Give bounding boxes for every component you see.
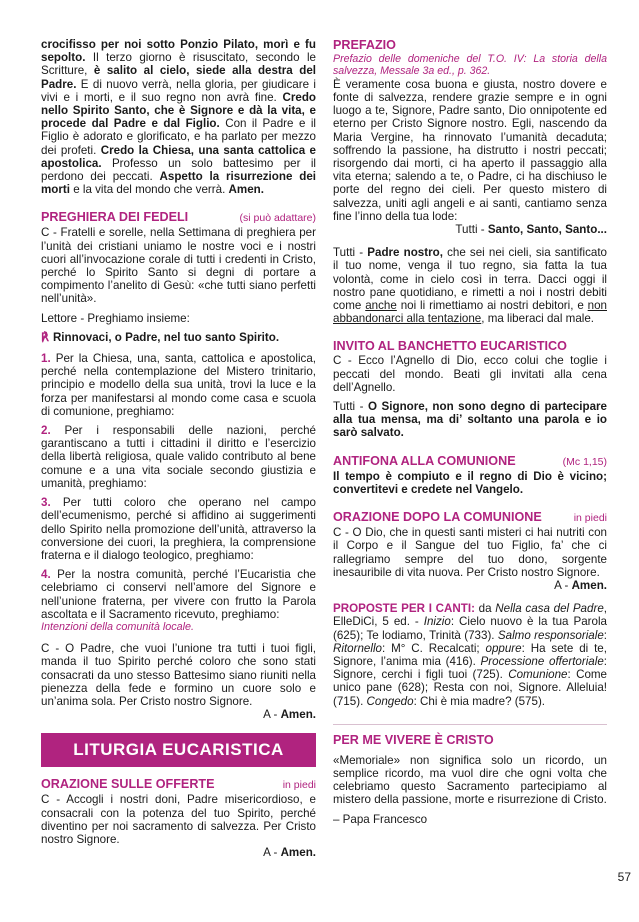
credo-text-bold: Credo la Chiesa, una santa cattolica e apostolica. (41, 143, 317, 170)
canti-text: da (474, 602, 496, 616)
item-text: Per tutti coloro che operano nel campo dell’ecumenismo, perché si affidino ai suggerimenti dello Spirito nella promozione dell’unità, attraverso la conversione dei cuori, la preghiera, la comprensione fraterna e il dialogo teologico, preghiamo: (41, 496, 316, 562)
padre-nostro-text: che sei nei cieli, sia santificato il tuo nome, venga il tuo regno, sia fatta la tua volontà, come in cielo così in terra. Dacci oggi il nostro pane quotidiano, e rimetti a noi i nostri debiti come (333, 246, 608, 313)
amen-prefix: A - (263, 846, 281, 860)
canti-italic: Congedo (366, 694, 414, 708)
antifona-ref: (Mc 1,15) (562, 455, 607, 468)
antifona-text: Il tempo è compiuto e il regno di Dio è vicino; convertitevi e credete nel Vangelo. (333, 469, 607, 496)
credo-text: E di nuovo verrà, nella gloria, per giudicare i vivi e i morti, e il suo regno non avrà fine. (41, 77, 316, 104)
credo-text-bold: crocifisso per noi sotto Ponzio Pilato, morì e fu sepolto. (41, 38, 316, 65)
canti-text: : Chi è mia madre? (575). (413, 694, 546, 708)
item-number: 1. (41, 352, 51, 366)
proposte-canti (333, 602, 607, 708)
amen-text: Amen. (571, 578, 607, 592)
response-icon: ℟ (41, 330, 49, 344)
credo-continuation (41, 38, 316, 196)
preghiera-intro: C - Fratelli e sorelle, nella Settimana di preghiera per l’unità dei cristiani uniamo le nostre voci e i nostri cuori all’invocazione corale di tutti i credenti in Cristo, perché lo Spirito Santo si degni di portare a compimento l’anelito di Gesù: «che tutti siano perfetti nell’unità». (41, 226, 316, 306)
prefazio-body: È veramente cosa buona e giusta, nostro dovere e fonte di salvezza, rendere grazie sempre e in ogni luogo a te, Signore, Padre santo, Dio onnipotente ed eterno per Cristo Signore nostro. Egli, nascendo da Maria Vergine, ha rinnovato l’umanità decaduta; soffrendo la passione, ha distrutto i nostri peccati; risorgendo dai morti, ci ha aperto il passaggio alla vita eterna; salendo a te, o Padre, ci ha dischiuso le porte del regno dei cieli. Per questo mistero di salvezza, uniti agli angeli e ai santi, cantiamo senza fine l’inno della tua lode: (333, 77, 607, 223)
intercession-item (41, 424, 316, 490)
right-column (333, 38, 607, 826)
intercession-item (41, 568, 316, 621)
intenzioni-note: Intenzioni della comunità locale. (41, 620, 195, 633)
canti-text: : Cielo nuovo è la tua Parola (625); Te lodiamo, Trinità (733). (333, 615, 607, 642)
tutti-prefix: Tutti - (455, 223, 488, 237)
liturgia-eucaristica-banner: LITURGIA EUCARISTICA (41, 733, 316, 767)
offerte-amen (41, 846, 316, 859)
canti-text: : Ha sete di te, Signore, l’anima mia (416). (333, 641, 607, 668)
tutti-prefix: Tutti - (333, 400, 368, 414)
lettore-line: Lettore - Preghiamo insieme: (41, 311, 190, 325)
canti-italic: oppure (485, 641, 522, 655)
prefazio-heading (333, 38, 607, 53)
section-divider (333, 724, 607, 725)
padre-nostro-text: , ma liberaci dal male. (481, 312, 595, 326)
prefazio-title: PREFAZIO (333, 38, 396, 52)
left-column (41, 38, 316, 859)
intercession-item (41, 352, 316, 418)
credo-text: Professo un solo battesimo per il perdono dei peccati. (41, 156, 316, 184)
canti-italic: Nella casa del Padre (495, 602, 604, 616)
antifona-heading (333, 454, 607, 470)
offerte-note: in piedi (282, 779, 316, 792)
canti-text: , ElleDiCi, 5 ed. - (333, 602, 607, 629)
canti-italic: Inizio (423, 615, 451, 629)
credo-text: e la vita del mondo che verrà. (69, 183, 229, 197)
padre-nostro-underlined: non abbandonarci alla tentazione (333, 299, 607, 326)
prefazio-text (333, 78, 607, 223)
item-text: Per i responsabili delle nazioni, perché garantiscano a tutti i cittadini il diritto e l’esercizio della libertà religiosa, quale valido contributo al bene comune e a una vita sociale secondo giustizia e umanità, preghiamo: (41, 424, 316, 490)
prefazio-tutti (333, 223, 607, 236)
vivere-author: – Papa Francesco (333, 812, 428, 826)
dopo-comunione-note: in piedi (573, 512, 607, 525)
vivere-text: «Memoriale» non significa solo un ricordo, un semplice ricordo, ma vuol dire che ogni volta che celebriamo questo Sacramento partecipiamo al mistero della passione, morte e risurrezione di Cristo. (333, 753, 607, 807)
canti-text: : (603, 628, 608, 642)
canti-title: PROPOSTE PER I CANTI: (333, 602, 475, 616)
intercession-item (41, 496, 316, 562)
dopo-comunione-heading (333, 510, 607, 526)
canti-italic: Processione offertoriale (480, 654, 604, 668)
banchetto-text: C - Ecco l’Agnello di Dio, ecco colui che toglie i peccati del mondo. Beati gli invitati alla cena dell’Agnello. (333, 354, 607, 394)
tutti-prefix: Tutti - (333, 246, 368, 260)
item-number: 2. (41, 424, 51, 438)
padre-nostro-text: noi li rimettiamo ai nostri debitori, e (396, 299, 588, 313)
santo-text: Santo, Santo, Santo... (487, 223, 607, 237)
response-text: Rinnovaci, o Padre, nel tuo santo Spirito. (52, 330, 280, 344)
page-number: 57 (617, 870, 631, 884)
conclusione-amen (41, 708, 316, 721)
banchetto-heading (333, 339, 607, 354)
credo-text-bold: Credo nello Spirito Santo, che è Signore e dà la vita, e procede dal Padre e dal Figlio. (41, 90, 316, 131)
offerte-text (41, 793, 316, 846)
dopo-comunione-title: ORAZIONE DOPO LA COMUNIONE (333, 510, 542, 525)
padre-nostro-bold: Padre nostro, (367, 246, 443, 260)
padre-nostro (333, 246, 607, 325)
item-text: Per la nostra comunità, perché l’Eucaristia che celebriamo ci conservi nell’amore del Signore e nell’unione fraterna, per vivere con frutto la Parola ascoltata e il Sacramento ricevuto, preghiamo: (41, 568, 316, 621)
canti-italic: Salmo responsoriale (497, 628, 604, 642)
prefazio-source: Prefazio delle domeniche del T.O. IV: La storia della salvezza, Messale 3a ed., p. 362. (333, 53, 607, 78)
credo-text-bold: Aspetto la risurrezione dei morti (41, 170, 316, 197)
credo-text: Con il Padre e il Figlio è adorato e glorificato, e ha parlato per mezzo dei profeti. (41, 117, 317, 157)
preghiera-heading (41, 210, 316, 226)
amen-prefix: A - (554, 578, 572, 592)
dopo-comunione-amen (333, 579, 607, 592)
offerte-title: ORAZIONE SULLE OFFERTE (41, 777, 215, 792)
credo-text: Il terzo giorno è risuscitato, secondo le Scritture, (41, 51, 316, 78)
amen-text: Amen. (280, 708, 316, 722)
canti-text: : Signore, cerchi i figli tuoi (725). (333, 654, 608, 682)
dopo-comunione-text: C - O Dio, che in questi santi misteri ci hai nutriti con il Corpo e il Sangue del tuo Figlio, fa’ che ci rallegriamo sempre del tuo dono, sorgente inesauribile di vita nuova. Per Cristo nostro Signore. (333, 526, 607, 579)
banchetto-tutti (333, 400, 607, 440)
amen-prefix: A - (263, 708, 281, 722)
canti-text: : M° C. Recalcati; (381, 641, 486, 655)
amen-text: Amen. (280, 846, 316, 860)
credo-amen: Amen. (228, 183, 264, 197)
item-number: 3. (41, 496, 51, 510)
item-number: 4. (41, 568, 51, 582)
credo-text-bold: è salito al cielo, siede alla destra del Padre. (41, 64, 317, 91)
vivere-heading (333, 733, 607, 748)
canti-italic: Ritornello (333, 641, 382, 655)
preghiera-conclusione (41, 642, 316, 708)
antifona-title: ANTIFONA ALLA COMUNIONE (333, 453, 516, 468)
banchetto-response: O Signore, non sono degno di partecipare alla tua mensa, ma di’ soltanto una parola e io sarò salvato. (333, 400, 607, 440)
preghiera-note: (si può adattare) (239, 212, 316, 225)
item-text: Per la Chiesa, una, santa, cattolica e apostolica, perché nella contemplazione del Mistero trinitario, principio e modello della sua unità, trovi la luce e la forza per manifestarsi al mondo come casa e scuola di comunione, preghiamo: (41, 352, 316, 418)
canti-text: : Come unico pane (628); Resta con noi, Signore. Alleluia! (715). (333, 668, 608, 708)
offerte-heading (41, 777, 316, 793)
preghiera-title: PREGHIERA DEI FEDELI (41, 210, 189, 225)
conclusione-text: C - O Padre, che vuoi l’unione tra tutti i tuoi figli, manda il tuo Spirito perché coloro che sono stati consacrati da uno stesso Battesimo siano riuniti nella pienezza della fede e formino un cuore solo e un’anima sola. Per Cristo nostro Signore. (41, 642, 316, 708)
canti-italic: Comunione (508, 668, 568, 682)
banchetto-title: INVITO AL BANCHETTO EUCARISTICO (333, 339, 567, 354)
vivere-title: PER ME VIVERE È CRISTO (333, 732, 494, 747)
offerte-body: C - Accogli i nostri doni, Padre misericordioso, e consacrali con la potenza del tuo Spirito, perché diventino per noi sacramento di salvezza. Per Cristo nostro Signore. (41, 793, 316, 846)
padre-nostro-underlined: anche (365, 299, 397, 313)
response-line (41, 331, 316, 344)
